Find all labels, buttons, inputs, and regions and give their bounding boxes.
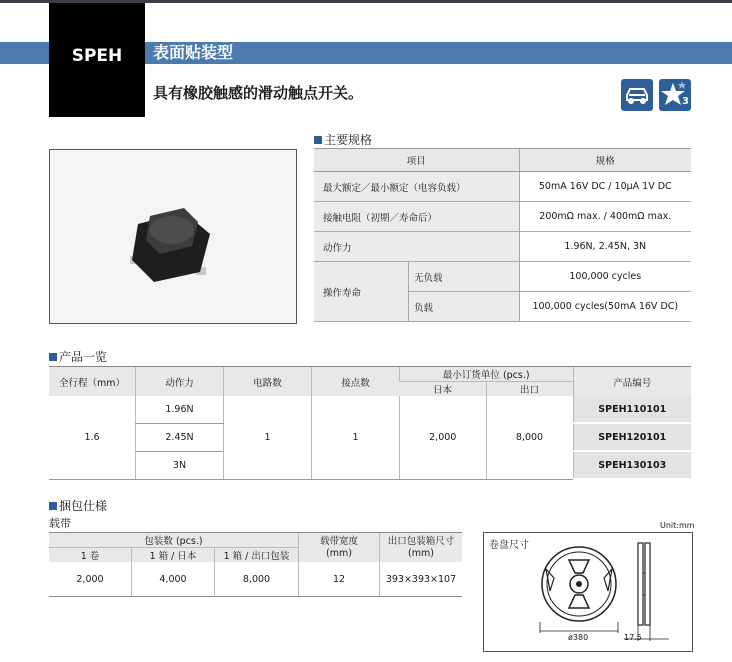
mount-type: 表面贴装型 [153, 43, 234, 62]
reel-title: 卷盘尺寸 [489, 540, 529, 551]
force-value: 1.96N [136, 396, 224, 423]
spec-section-title: 主要规格 [314, 131, 372, 148]
product-description: 具有橡胶触感的滑动触点开关。 [153, 84, 364, 102]
export-moq-value: 8,000 [486, 396, 573, 479]
box-jp-qty: 4,000 [132, 562, 215, 597]
spec-header-spec: 规格 [519, 149, 691, 172]
packing-table [49, 532, 462, 597]
japan-moq-value: 2,000 [400, 396, 487, 479]
header-travel: 全行程（mm） [49, 367, 136, 397]
reel-width-label: 17.5 [624, 633, 642, 642]
spec-label: 接触电阻（初期／寿命后） [314, 202, 519, 232]
header-moq: 最小订货单位 (pcs.) [400, 367, 574, 382]
reel-qty: 2,000 [49, 562, 132, 597]
header-circuits: 电路数 [224, 367, 312, 397]
model-code: SPEH [71, 46, 123, 66]
car-icon [621, 79, 653, 111]
unit-label: Unit:mm [660, 521, 695, 530]
spec-row [314, 172, 691, 202]
spec-row [314, 262, 691, 292]
part-number: SPEH130103 [573, 451, 691, 479]
header-box-jp: 1 箱 / 日本 [132, 548, 215, 563]
box-export-qty: 8,000 [215, 562, 299, 597]
spec-header-item: 项目 [314, 149, 519, 172]
spec-value: 1.96N, 2.45N, 3N [519, 232, 691, 262]
rating-badge: 3 [682, 96, 689, 107]
header-part-no: 产品编号 [573, 367, 691, 397]
header-box-size: 出口包装箱尺寸 (mm) [380, 533, 463, 563]
reel-diagram [483, 532, 693, 652]
force-value: 2.45N [136, 423, 224, 451]
header-reel: 1 卷 [49, 548, 132, 563]
part-number: SPEH110101 [573, 396, 691, 423]
product-table [49, 366, 691, 480]
travel-value: 1.6 [49, 396, 136, 479]
spec-row [314, 202, 691, 232]
spec-value-no-load: 100,000 cycles [519, 262, 691, 292]
contacts-value: 1 [312, 396, 400, 479]
spec-label: 动作力 [314, 232, 519, 262]
spec-value-load: 100,000 cycles(50mA 16V DC) [519, 292, 691, 322]
part-number: SPEH120101 [573, 423, 691, 451]
spec-table [314, 148, 691, 322]
tape-width-value: 12 [299, 562, 380, 597]
packing-title: 捆包仕様 [49, 497, 107, 514]
header-pack-qty: 包装数 (pcs.) [49, 533, 299, 548]
spec-sublabel-load: 负载 [409, 292, 520, 322]
spec-row [314, 232, 691, 262]
spec-sublabel-no-load: 无负载 [409, 262, 520, 292]
model-code-box [49, 3, 145, 117]
force-value: 3N [136, 451, 224, 479]
reel-diameter-label: ø380 [568, 633, 589, 642]
circuits-value: 1 [224, 396, 312, 479]
box-size-value: 393×393×107 [380, 562, 463, 597]
header-force: 动作力 [136, 367, 224, 397]
header-japan: 日本 [400, 382, 487, 397]
header-tape-width: 载带宽度 (mm) [299, 533, 380, 563]
star-rating-icon [659, 79, 691, 111]
header-box-export: 1 箱 / 出口包装 [215, 548, 299, 563]
product-list-title: 产品一览 [49, 348, 107, 365]
table-row [49, 396, 691, 423]
packing-subtitle: 载带 [49, 517, 71, 530]
table-row [49, 562, 462, 597]
header-contacts: 接点数 [312, 367, 400, 397]
spec-value: 200mΩ max. / 400mΩ max. [519, 202, 691, 232]
spec-label-life: 操作寿命 [314, 262, 409, 322]
product-photo [49, 149, 297, 324]
spec-label: 最大额定／最小额定（电容负载） [314, 172, 519, 202]
spec-value: 50mA 16V DC / 10μA 1V DC [519, 172, 691, 202]
header-export: 出口 [486, 382, 573, 397]
